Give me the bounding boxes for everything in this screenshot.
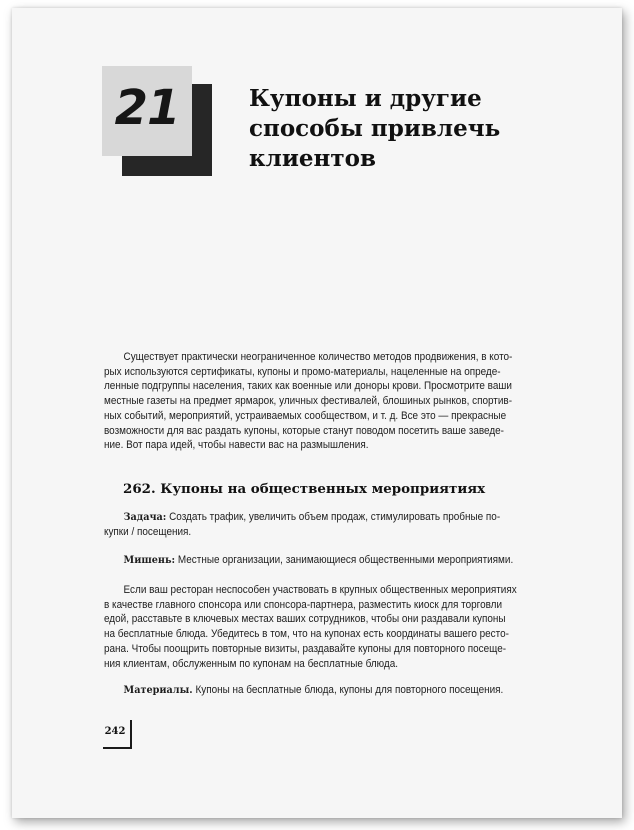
target-paragraph <box>104 553 533 568</box>
text-line: местные газеты на предмет ярмарок, уличных фестивалей, блошиных рынков, спортив- <box>104 395 513 408</box>
text-line <box>104 510 533 525</box>
chapter-title-line: Купоны и другие <box>249 85 482 112</box>
chapter-title <box>249 84 549 174</box>
text-line: купки / посещения. <box>104 525 192 538</box>
target-label: Мишень: <box>123 554 176 566</box>
text-line: едой, расставьте в ключевых местах ваших сотрудников, чтобы они раздавали купоны <box>104 613 506 626</box>
chapter-title-line: клиентов <box>249 145 376 172</box>
materials-text: Купоны на бесплатные блюда, купоны для повторного посещения. <box>192 684 504 696</box>
body-paragraph <box>104 583 533 671</box>
text-line: рых используются сертификаты, купоны и промо-материалы, нацеленные на опреде- <box>104 365 501 378</box>
text-line <box>104 553 533 568</box>
text-line: ных событий, мероприятий, устраиваемых сообществом, и т. д. Все это — прекрасные <box>104 409 507 422</box>
chapter-title-line: способы привлечь <box>249 115 501 142</box>
text-line: Если ваш ресторан неспособен участвовать в крупных общественных мероприятиях <box>123 584 517 596</box>
intro-paragraph <box>104 350 533 453</box>
text-line: на бесплатные блюда. Убедитесь в том, что на купонах есть координаты вашего ресто- <box>104 628 509 641</box>
task-text: Создать трафик, увеличить объем продаж, стимулировать пробные по- <box>166 511 501 523</box>
text-line: ние. Вот пара идей, чтобы навести вас на размышления. <box>104 439 369 452</box>
text-line <box>104 683 533 698</box>
page-number: 242 <box>104 726 126 737</box>
text-line: возможности для вас раздать купоны, которые станут поводом посетить ваше заведе- <box>104 424 505 437</box>
section-title: 262. Купоны на общественных мероприятиях <box>123 481 486 497</box>
materials-label: Материалы. <box>123 684 193 696</box>
text-line: ния клиентам, обслуженным по купонам на бесплатные блюда. <box>104 657 399 670</box>
materials-paragraph <box>104 683 533 698</box>
text-line: в качестве главного спонсора или спонсора-партнера, разместить киоск для торговли <box>104 598 503 611</box>
chapter-number: 21 <box>114 80 180 136</box>
text-line: Существует практически неограниченное количество методов продвижения, в кото- <box>123 351 513 363</box>
task-paragraph <box>104 510 533 539</box>
text-line: рана. Чтобы поощрить повторные визиты, раздавайте купоны для повторного посеще- <box>104 642 507 655</box>
text-line: ленные подгруппы населения, таких как военные или доноры крови. Просмотрите ваши <box>104 380 512 393</box>
task-label: Задача: <box>123 511 167 523</box>
target-text: Местные организации, занимающиеся общественными мероприятиями. <box>175 554 514 566</box>
